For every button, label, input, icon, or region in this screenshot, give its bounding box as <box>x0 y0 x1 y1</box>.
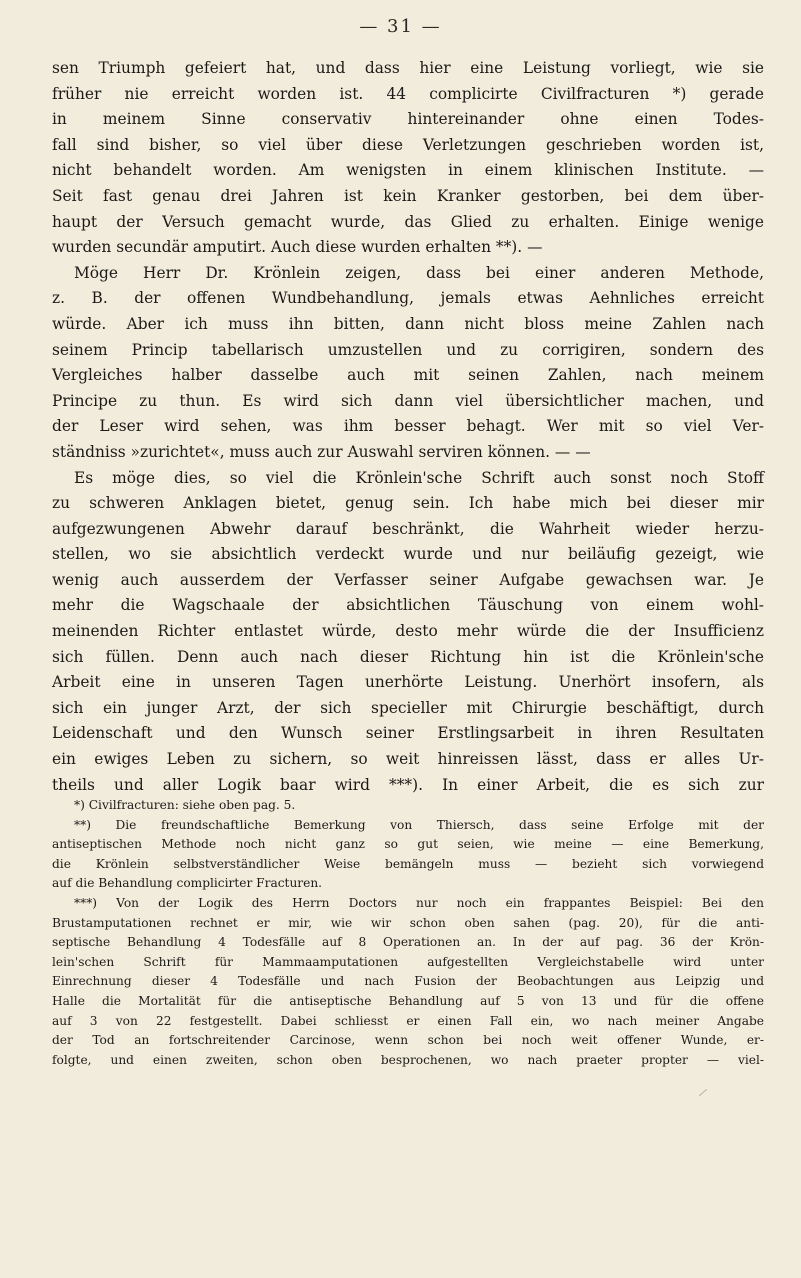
footnote-line: auf die Behandlung complicirter Fracturen. <box>52 876 323 891</box>
footnote-line: antiseptischen Methode noch nicht ganz so gut seien, wie meine — eine Bemerkung, <box>52 837 764 852</box>
footnote-line: lein'schen Schrift für Mammaamputationen aufgestellten Vergleichstabelle wird unter <box>52 954 764 969</box>
text-line: sich füllen. Denn auch nach dieser Richtung hin ist die Krönlein'sche <box>52 647 764 666</box>
text-line: in meinem Sinne conservativ hintereinander ohne einen Todes- <box>52 110 764 129</box>
footnote-line: Brustamputationen rechnet er mir, wie wir schon oben sahen (pag. 20), für die anti- <box>52 915 764 930</box>
footnote-line: Halle die Mortalität für die antiseptische Behandlung auf 5 von 13 und für die offene <box>52 993 764 1008</box>
paper-mark <box>699 1089 707 1096</box>
text-line: z. B. der offenen Wundbehandlung, jemals etwas Aehnliches erreicht <box>52 289 764 308</box>
text-line: seinem Princip tabellarisch umzustellen und zu corrigiren, sondern des <box>52 340 764 359</box>
text-line: Principe zu thun. Es wird sich dann viel übersichtlicher machen, und <box>52 391 764 410</box>
page-number: — 31 — <box>359 16 442 37</box>
text-line: würde. Aber ich muss ihn bitten, dann nicht bloss meine Zahlen nach <box>52 314 764 333</box>
text-line: aufgezwungenen Abwehr darauf beschränkt, die Wahrheit wieder herzu- <box>52 519 764 538</box>
text-line: stellen, wo sie absichtlich verdeckt wurde und nur beiläufig gezeigt, wie <box>52 545 764 564</box>
text-line: Seit fast genau drei Jahren ist kein Kranker gestorben, bei dem über- <box>52 186 764 205</box>
text-line: fall sind bisher, so viel über diese Verletzungen geschrieben worden ist, <box>52 135 764 154</box>
text-line: mehr die Wagschaale der absichtlichen Täuschung von einem wohl- <box>52 596 764 615</box>
footnote-line: der Tod an fortschreitender Carcinose, wenn schon bei noch weit offener Wunde, er- <box>52 1033 764 1048</box>
footnote-line: die Krönlein selbstverständlicher Weise bemängeln muss — bezieht sich vorwiegend <box>52 856 764 871</box>
footnote-line: **) Die freundschaftliche Bemerkung von Thiersch, dass seine Erfolge mit der <box>74 817 764 832</box>
text-line: meinenden Richter entlastet würde, desto mehr würde die der Insufficienz <box>52 622 764 641</box>
text-line: wenig auch ausserdem der Verfasser seiner Aufgabe gewachsen war. Je <box>52 570 764 589</box>
text-line: der Leser wird sehen, was ihm besser behagt. Wer mit so viel Ver- <box>52 417 764 436</box>
main-text <box>52 56 764 798</box>
text-line: ständniss »zurichtet«, muss auch zur Auswahl serviren können. — — <box>52 442 591 461</box>
text-line: Es möge dies, so viel die Krönlein'sche Schrift auch sonst noch Stoff <box>74 468 764 487</box>
text-line: Möge Herr Dr. Krönlein zeigen, dass bei einer anderen Methode, <box>74 263 764 282</box>
footnote-line: septische Behandlung 4 Todesfälle auf 8 Operationen an. In der auf pag. 36 der Krön- <box>52 935 764 950</box>
text-line: sen Triumph gefeiert hat, und dass hier eine Leistung vorliegt, wie sie <box>52 59 764 77</box>
text-line: theils und aller Logik baar wird ***). In einer Arbeit, die es sich zur <box>52 775 764 794</box>
text-line: zu schweren Anklagen bietet, genug sein. Ich habe mich bei dieser mir <box>52 494 764 513</box>
footnote-line: Einrechnung dieser 4 Todesfälle und nach Fusion der Beobachtungen aus Leipzig und <box>52 974 764 989</box>
text-line: Leidenschaft und den Wunsch seiner Erstlingsarbeit in ihren Resultaten <box>52 724 764 743</box>
footnote-line: *) Civilfracturen: siehe oben pag. 5. <box>74 798 296 812</box>
text-line: nicht behandelt worden. Am wenigsten in einem klinischen Institute. — <box>52 161 764 180</box>
text-line: sich ein junger Arzt, der sich specieller mit Chirurgie beschäftigt, durch <box>52 698 764 717</box>
text-line: haupt der Versuch gemacht wurde, das Glied zu erhalten. Einige wenige <box>52 212 764 231</box>
text-line: Arbeit eine in unseren Tagen unerhörte Leistung. Unerhört insofern, als <box>52 673 764 692</box>
footnote-line: auf 3 von 22 festgestellt. Dabei schliesst er einen Fall ein, wo nach meiner Angabe <box>52 1013 764 1028</box>
footnote-line: folgte, und einen zweiten, schon oben besprochenen, wo nach praeter propter — viel- <box>52 1052 764 1067</box>
text-line: früher nie erreicht worden ist. 44 complicirte Civilfracturen *) gerade <box>52 84 764 103</box>
footnote-line: ***) Von der Logik des Herrn Doctors nur noch ein frappantes Beispiel: Bei den <box>74 895 764 910</box>
footnotes <box>52 796 764 1070</box>
text-line: wurden secundär amputirt. Auch diese wurden erhalten **). — <box>52 238 543 257</box>
text-line: ein ewiges Leben zu sichern, so weit hinreissen lässt, dass er alles Ur- <box>52 750 764 769</box>
text-line: Vergleiches halber dasselbe auch mit seinen Zahlen, nach meinem <box>52 366 764 385</box>
